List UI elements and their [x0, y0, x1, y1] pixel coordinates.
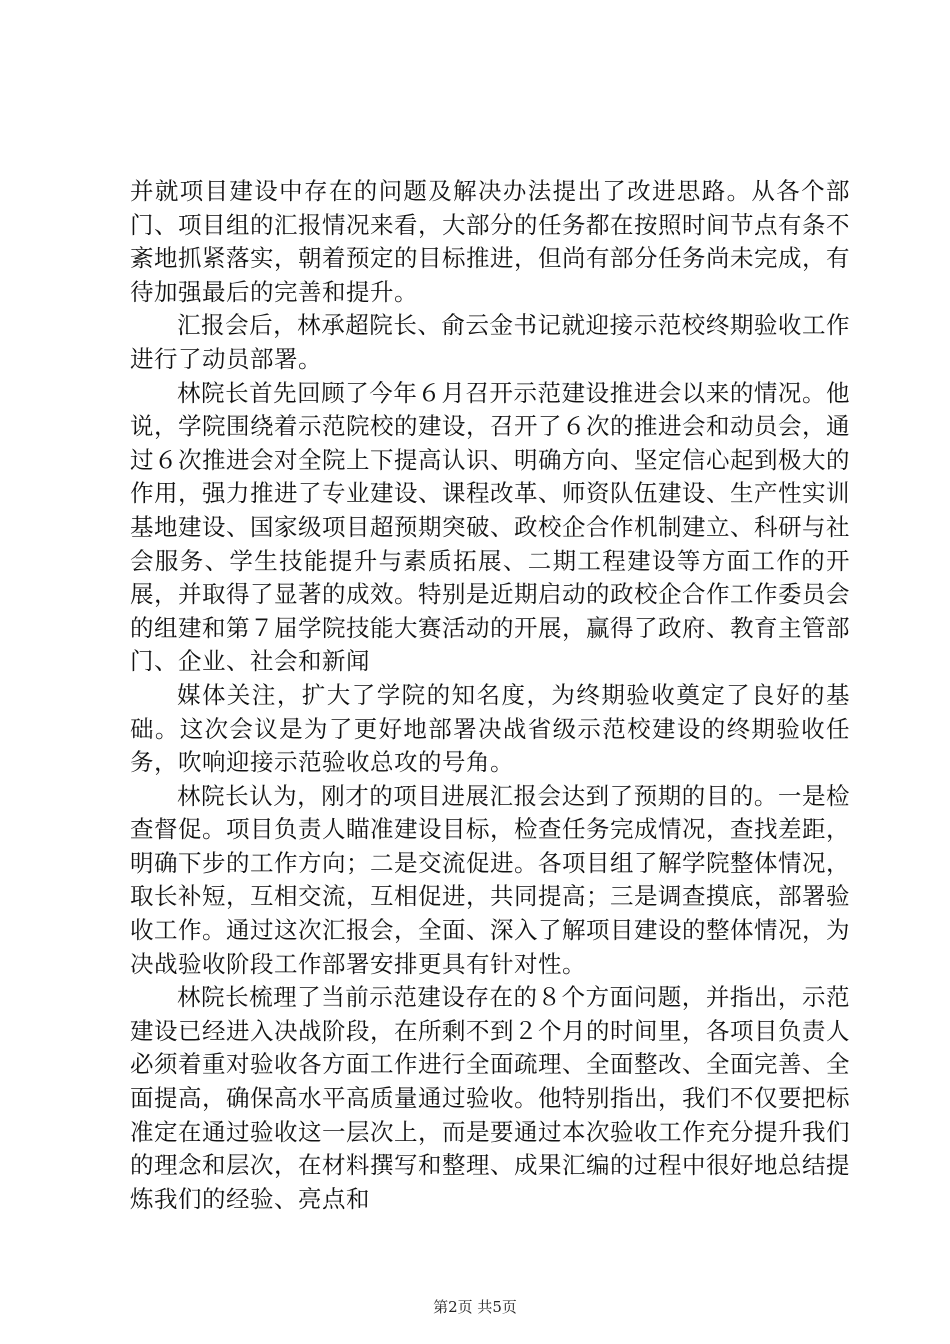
page-number-footer: 第2页 共5页 — [433, 1298, 517, 1316]
paragraph: 汇报会后，林承超院长、俞云金书记就迎接示范校终期验收工作进行了动员部署。 — [130, 311, 850, 373]
paragraph: 林院长梳理了当前示范建设存在的８个方面问题，并指出，示范建设已经进入决战阶段，在所剩不到２个月的时间里，各项目负责人必须着重对验收各方面工作进行全面疏理、全面整改、全面完善、全面提高，确保高水平高质量通过验收。他特别指出，我们不仅要把标准定在通过验收这一层次上，而是要通过本次验收工作充分提升我们的理念和层次，在材料撰写和整理、成果汇编的过程中很好地总结提炼我们的经验、亮点和 — [130, 983, 850, 1213]
paragraph: 林院长认为，刚才的项目进展汇报会达到了预期的目的。一是检查督促。项目负责人瞄准建设目标，检查任务完成情况，查找差距，明确下步的工作方向；二是交流促进。各项目组了解学院整体情况，取长补短，互相交流，互相促进，共同提高；三是调查摸底，部署验收工作。通过这次汇报会，全面、深入了解项目建设的整体情况，为决战验收阶段工作部署安排更具有针对性。 — [130, 781, 850, 978]
paragraph: 并就项目建设中存在的问题及解决办法提出了改进思路。从各个部门、项目组的汇报情况来看，大部分的任务都在按照时间节点有条不紊地抓紧落实，朝着预定的目标推进，但尚有部分任务尚未完成，有待加强最后的完善和提升。 — [130, 177, 850, 306]
paragraph: 媒体关注，扩大了学院的知名度，为终期验收奠定了良好的基础。这次会议是为了更好地部署决战省级示范校建设的终期验收任务，吹响迎接示范验收总攻的号角。 — [130, 680, 850, 777]
document-body — [130, 175, 850, 1216]
paragraph: 林院长首先回顾了今年６月召开示范建设推进会以来的情况。他说，学院围绕着示范院校的建设，召开了６次的推进会和动员会，通过６次推进会对全院上下提高认识、明确方向、坚定信心起到极大的作用，强力推进了专业建设、课程改革、师资队伍建设、生产性实训基地建设、国家级项目超预期突破、政校企合作机制建立、科研与社会服务、学生技能提升与素质拓展、二期工程建设等方面工作的开展，并取得了显著的成效。特别是近期启动的政校企合作工作委员会的组建和第７届学院技能大赛活动的开展，赢得了政府、教育主管部门、企业、社会和新闻 — [130, 378, 850, 676]
